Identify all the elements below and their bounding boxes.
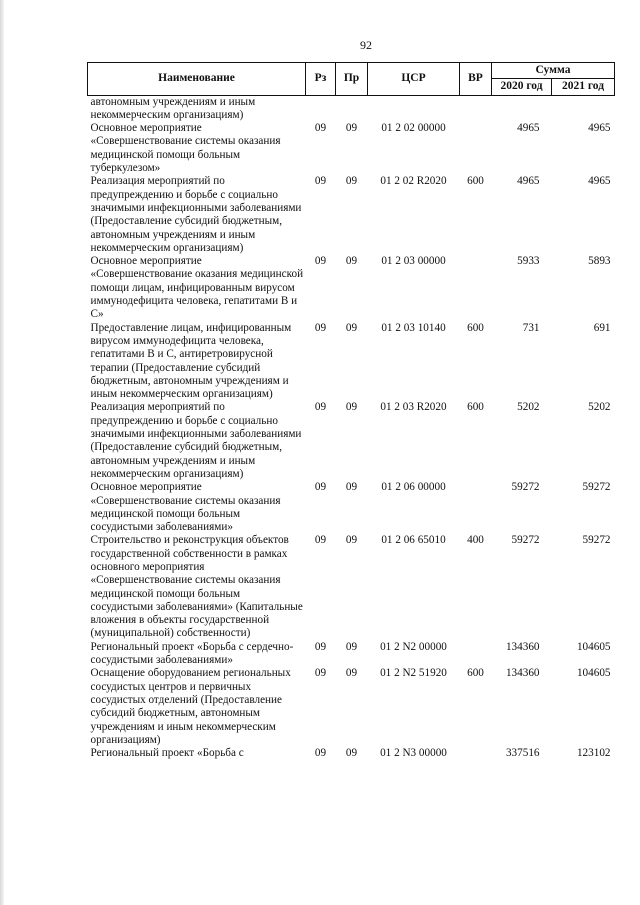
row-sum-2021: 123102 [576, 747, 611, 760]
row-pr: 09 [345, 401, 358, 414]
row-vr [460, 122, 492, 175]
row-vr [460, 481, 492, 534]
row-name: Основное мероприятие «Совершенствование системы оказания медицинской помощи больным туберкулезом» [90, 122, 281, 175]
row-vr [460, 255, 492, 321]
table-row [88, 401, 615, 481]
table-header [88, 63, 615, 96]
row-sum-2021: 5893 [588, 255, 611, 268]
row-sum-2021 [552, 95, 615, 122]
row-name: Региональный проект «Борьба с сердечно-сосудистыми заболеваниями» [90, 640, 294, 667]
row-csr: 01 2 N2 00000 [380, 640, 447, 653]
row-sum-2021: 104605 [576, 667, 611, 680]
row-name: Основное мероприятие «Совершенствование оказания медицинской помощи лицам, инфицированным вирусом иммунодефицита человека, гепатитами В и С» [90, 255, 304, 321]
row-csr: 01 2 N2 51920 [380, 667, 447, 680]
row-csr: 01 2 06 65010 [381, 534, 446, 547]
header-pr: Пр [336, 63, 368, 96]
row-vr: 600 [467, 321, 484, 334]
row-sum-2021: 59272 [582, 534, 611, 547]
row-sum-2021: 104605 [576, 640, 611, 653]
row-sum-2020: 4965 [517, 122, 540, 135]
row-rz: 09 [314, 667, 327, 680]
row-sum-2020 [492, 95, 552, 122]
row-pr: 09 [345, 481, 358, 494]
row-name: Оснащение оборудованием региональных сосудистых центров и первичных сосудистых отделений (Предоставление субсидий бюджетным, автономным учреждениям и иным некоммерческим организациям) [90, 667, 291, 746]
row-rz: 09 [314, 481, 327, 494]
row-rz: 09 [314, 321, 327, 334]
row-pr: 09 [345, 321, 358, 334]
row-rz: 09 [314, 122, 327, 135]
row-vr [460, 747, 492, 760]
header-name: Наименование [88, 63, 306, 96]
row-csr: 01 2 02 R2020 [380, 175, 447, 188]
row-rz: 09 [314, 747, 327, 760]
row-vr [460, 95, 492, 122]
row-rz: 09 [314, 534, 327, 547]
row-vr: 600 [467, 401, 484, 414]
row-sum-2020: 337516 [505, 747, 540, 760]
row-pr [336, 95, 368, 122]
header-year-2021: 2021 год [552, 79, 615, 95]
row-csr: 01 2 03 R2020 [380, 401, 447, 414]
row-sum-2021: 59272 [582, 481, 611, 494]
table-row [88, 667, 615, 747]
row-sum-2020: 59272 [511, 481, 540, 494]
row-pr: 09 [345, 534, 358, 547]
table-row [88, 95, 615, 122]
row-rz: 09 [314, 175, 327, 188]
row-rz: 09 [314, 255, 327, 268]
row-pr: 09 [345, 747, 358, 760]
table-body [88, 95, 615, 760]
table-row [88, 322, 615, 402]
row-csr: 01 2 03 00000 [381, 255, 446, 268]
row-csr: 01 2 02 00000 [381, 122, 446, 135]
row-name: Реализация мероприятий по предупреждению и борьбе с социально значимыми инфекционными заболеваниями (Предоставление субсидий бюджетным, автономным учреждениям и иным некоммерческим организациям) [90, 401, 302, 480]
row-rz: 09 [314, 401, 327, 414]
row-sum-2021: 4965 [588, 175, 611, 188]
row-name: автономным учреждениям и иным некоммерческим организациям) [90, 95, 256, 121]
row-vr: 600 [467, 667, 484, 680]
header-year-2020: 2020 год [492, 79, 552, 95]
table-row [88, 481, 615, 534]
row-sum-2021: 691 [593, 321, 611, 334]
row-vr: 400 [467, 534, 484, 547]
table-row [88, 641, 615, 668]
row-pr: 09 [345, 122, 358, 135]
row-sum-2021: 4965 [588, 122, 611, 135]
table-row [88, 747, 615, 760]
table-row [88, 534, 615, 640]
row-csr: 01 2 06 00000 [381, 481, 446, 494]
scan-edge [0, 0, 4, 905]
row-name: Реализация мероприятий по предупреждению и борьбе с социально значимыми инфекционными заболеваниями (Предоставление субсидий бюджетным, автономным учреждениям и иным некоммерческим организациям) [90, 175, 302, 254]
row-pr: 09 [345, 667, 358, 680]
row-rz [306, 95, 336, 122]
table-row [88, 255, 615, 321]
row-sum-2020: 4965 [517, 175, 540, 188]
header-sum: Сумма [492, 63, 615, 79]
page-number: 92 [360, 38, 372, 52]
row-name: Предоставление лицам, инфицированным вирусом иммунодефицита человека, гепатитами В и С, антиретровирусной терапии (Предоставление субсидий бюджетным, автономным учреждениям и иным некоммерческим организациям) [90, 321, 292, 401]
row-pr: 09 [345, 640, 358, 653]
row-sum-2020: 5202 [517, 401, 540, 414]
row-sum-2020: 5933 [517, 255, 540, 268]
table-row [88, 175, 615, 255]
header-rz: Рз [306, 63, 336, 96]
row-csr: 01 2 N3 00000 [380, 747, 447, 760]
row-name: Основное мероприятие «Совершенствование системы оказания медицинской помощи больным сосудистыми заболеваниями» [90, 481, 281, 534]
row-name: Строительство и реконструкция объектов государственной собственности в рамках основного мероприятия «Совершенствование системы оказания медицинской помощи больным сосудистыми заболеваниями» (Капитальные вложения в объекты государственной (муниципальной) собственности) [90, 534, 303, 640]
header-vr: ВР [460, 63, 492, 96]
row-sum-2020: 134360 [505, 667, 540, 680]
header-csr: ЦСР [368, 63, 460, 96]
row-sum-2020: 134360 [505, 640, 540, 653]
table-row [88, 122, 615, 175]
row-pr: 09 [345, 175, 358, 188]
row-pr: 09 [345, 255, 358, 268]
row-sum-2021: 5202 [588, 401, 611, 414]
budget-table [87, 62, 615, 760]
row-sum-2020: 59272 [511, 534, 540, 547]
row-csr [368, 95, 460, 122]
row-name: Региональный проект «Борьба с [90, 747, 244, 760]
row-rz: 09 [314, 640, 327, 653]
row-vr: 600 [467, 175, 484, 188]
row-sum-2020: 731 [522, 321, 540, 334]
row-csr: 01 2 03 10140 [381, 321, 446, 334]
row-vr [460, 641, 492, 668]
